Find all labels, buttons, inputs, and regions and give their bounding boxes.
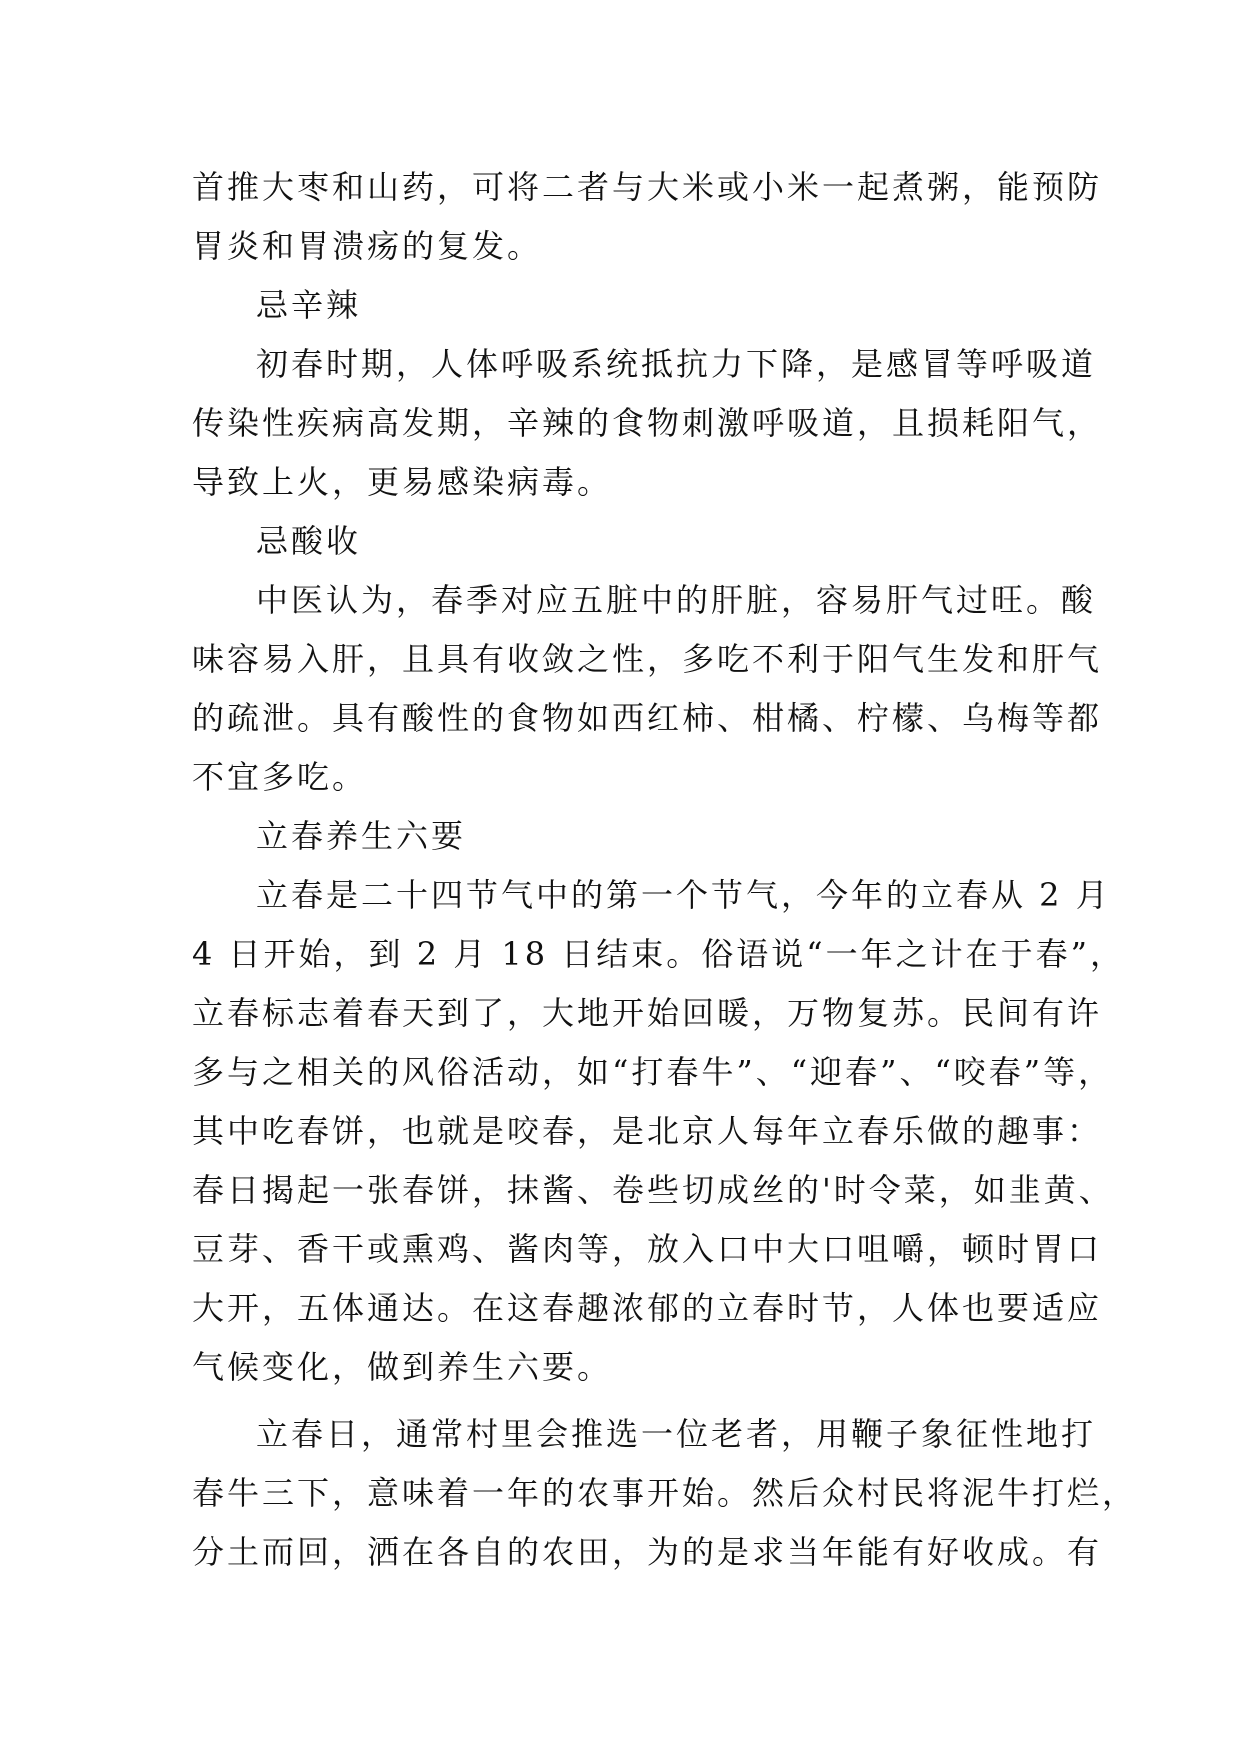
body-line-1: 首推大枣和山药，可将二者与大米或小米一起煮粥，能预防 [192, 168, 1103, 206]
paragraph-start-lichun-intro: 立春是二十四节气中的第一个节气，今年的立春从 2 月 [256, 876, 1111, 914]
body-line-11: 不宜多吃。 [192, 758, 368, 796]
body-line-17: 其中吃春饼，也就是咬春，是北京人每年立春乐做的趣事： [192, 1112, 1103, 1150]
body-line-6: 导致上火，更易感染病毒。 [192, 463, 613, 501]
body-line-21: 气候变化，做到养生六要。 [192, 1348, 613, 1386]
paragraph-start-tcm-liver: 中医认为，春季对应五脏中的肝脏，容易肝气过旺。酸 [256, 581, 1097, 619]
body-line-14: 4 日开始，到 2 月 18 日结束。俗语说“一年之计在于春”， [192, 935, 1126, 973]
body-line-16: 多与之相关的风俗活动，如“打春牛”、“迎春”、“咬春”等， [192, 1053, 1114, 1091]
paragraph-start-spring-ox: 立春日，通常村里会推选一位老者，用鞭子象征性地打 [256, 1415, 1097, 1453]
paragraph-start-spring-respiratory: 初春时期，人体呼吸系统抵抗力下降，是感冒等呼吸道 [256, 345, 1097, 383]
body-line-20: 大开，五体通达。在这春趣浓郁的立春时节，人体也要适应 [192, 1289, 1103, 1327]
body-line-24: 分土而回，洒在各自的农田，为的是求当年能有好收成。有 [192, 1533, 1103, 1571]
body-line-2: 胃炎和胃溃疡的复发。 [192, 227, 543, 265]
body-line-5: 传染性疾病高发期，辛辣的食物刺激呼吸道，且损耗阳气， [192, 404, 1103, 442]
section-heading-avoid-spicy: 忌辛辣 [256, 286, 362, 324]
body-line-18: 春日揭起一张春饼，抹酱、卷些切成丝的'时令菜，如韭黄、 [192, 1171, 1114, 1209]
section-heading-six-essentials: 立春养生六要 [256, 817, 467, 855]
body-line-23: 春牛三下，意味着一年的农事开始。然后众村民将泥牛打烂， [192, 1474, 1138, 1512]
body-line-10: 的疏泄。具有酸性的食物如西红柿、柑橘、柠檬、乌梅等都 [192, 699, 1103, 737]
body-line-19: 豆芽、香干或熏鸡、酱肉等，放入口中大口咀嚼，顿时胃口 [192, 1230, 1103, 1268]
body-line-9: 味容易入肝，且具有收敛之性，多吃不利于阳气生发和肝气 [192, 640, 1103, 678]
body-line-15: 立春标志着春天到了，大地开始回暖，万物复苏。民间有许 [192, 994, 1103, 1032]
section-heading-avoid-sour: 忌酸收 [256, 522, 362, 560]
